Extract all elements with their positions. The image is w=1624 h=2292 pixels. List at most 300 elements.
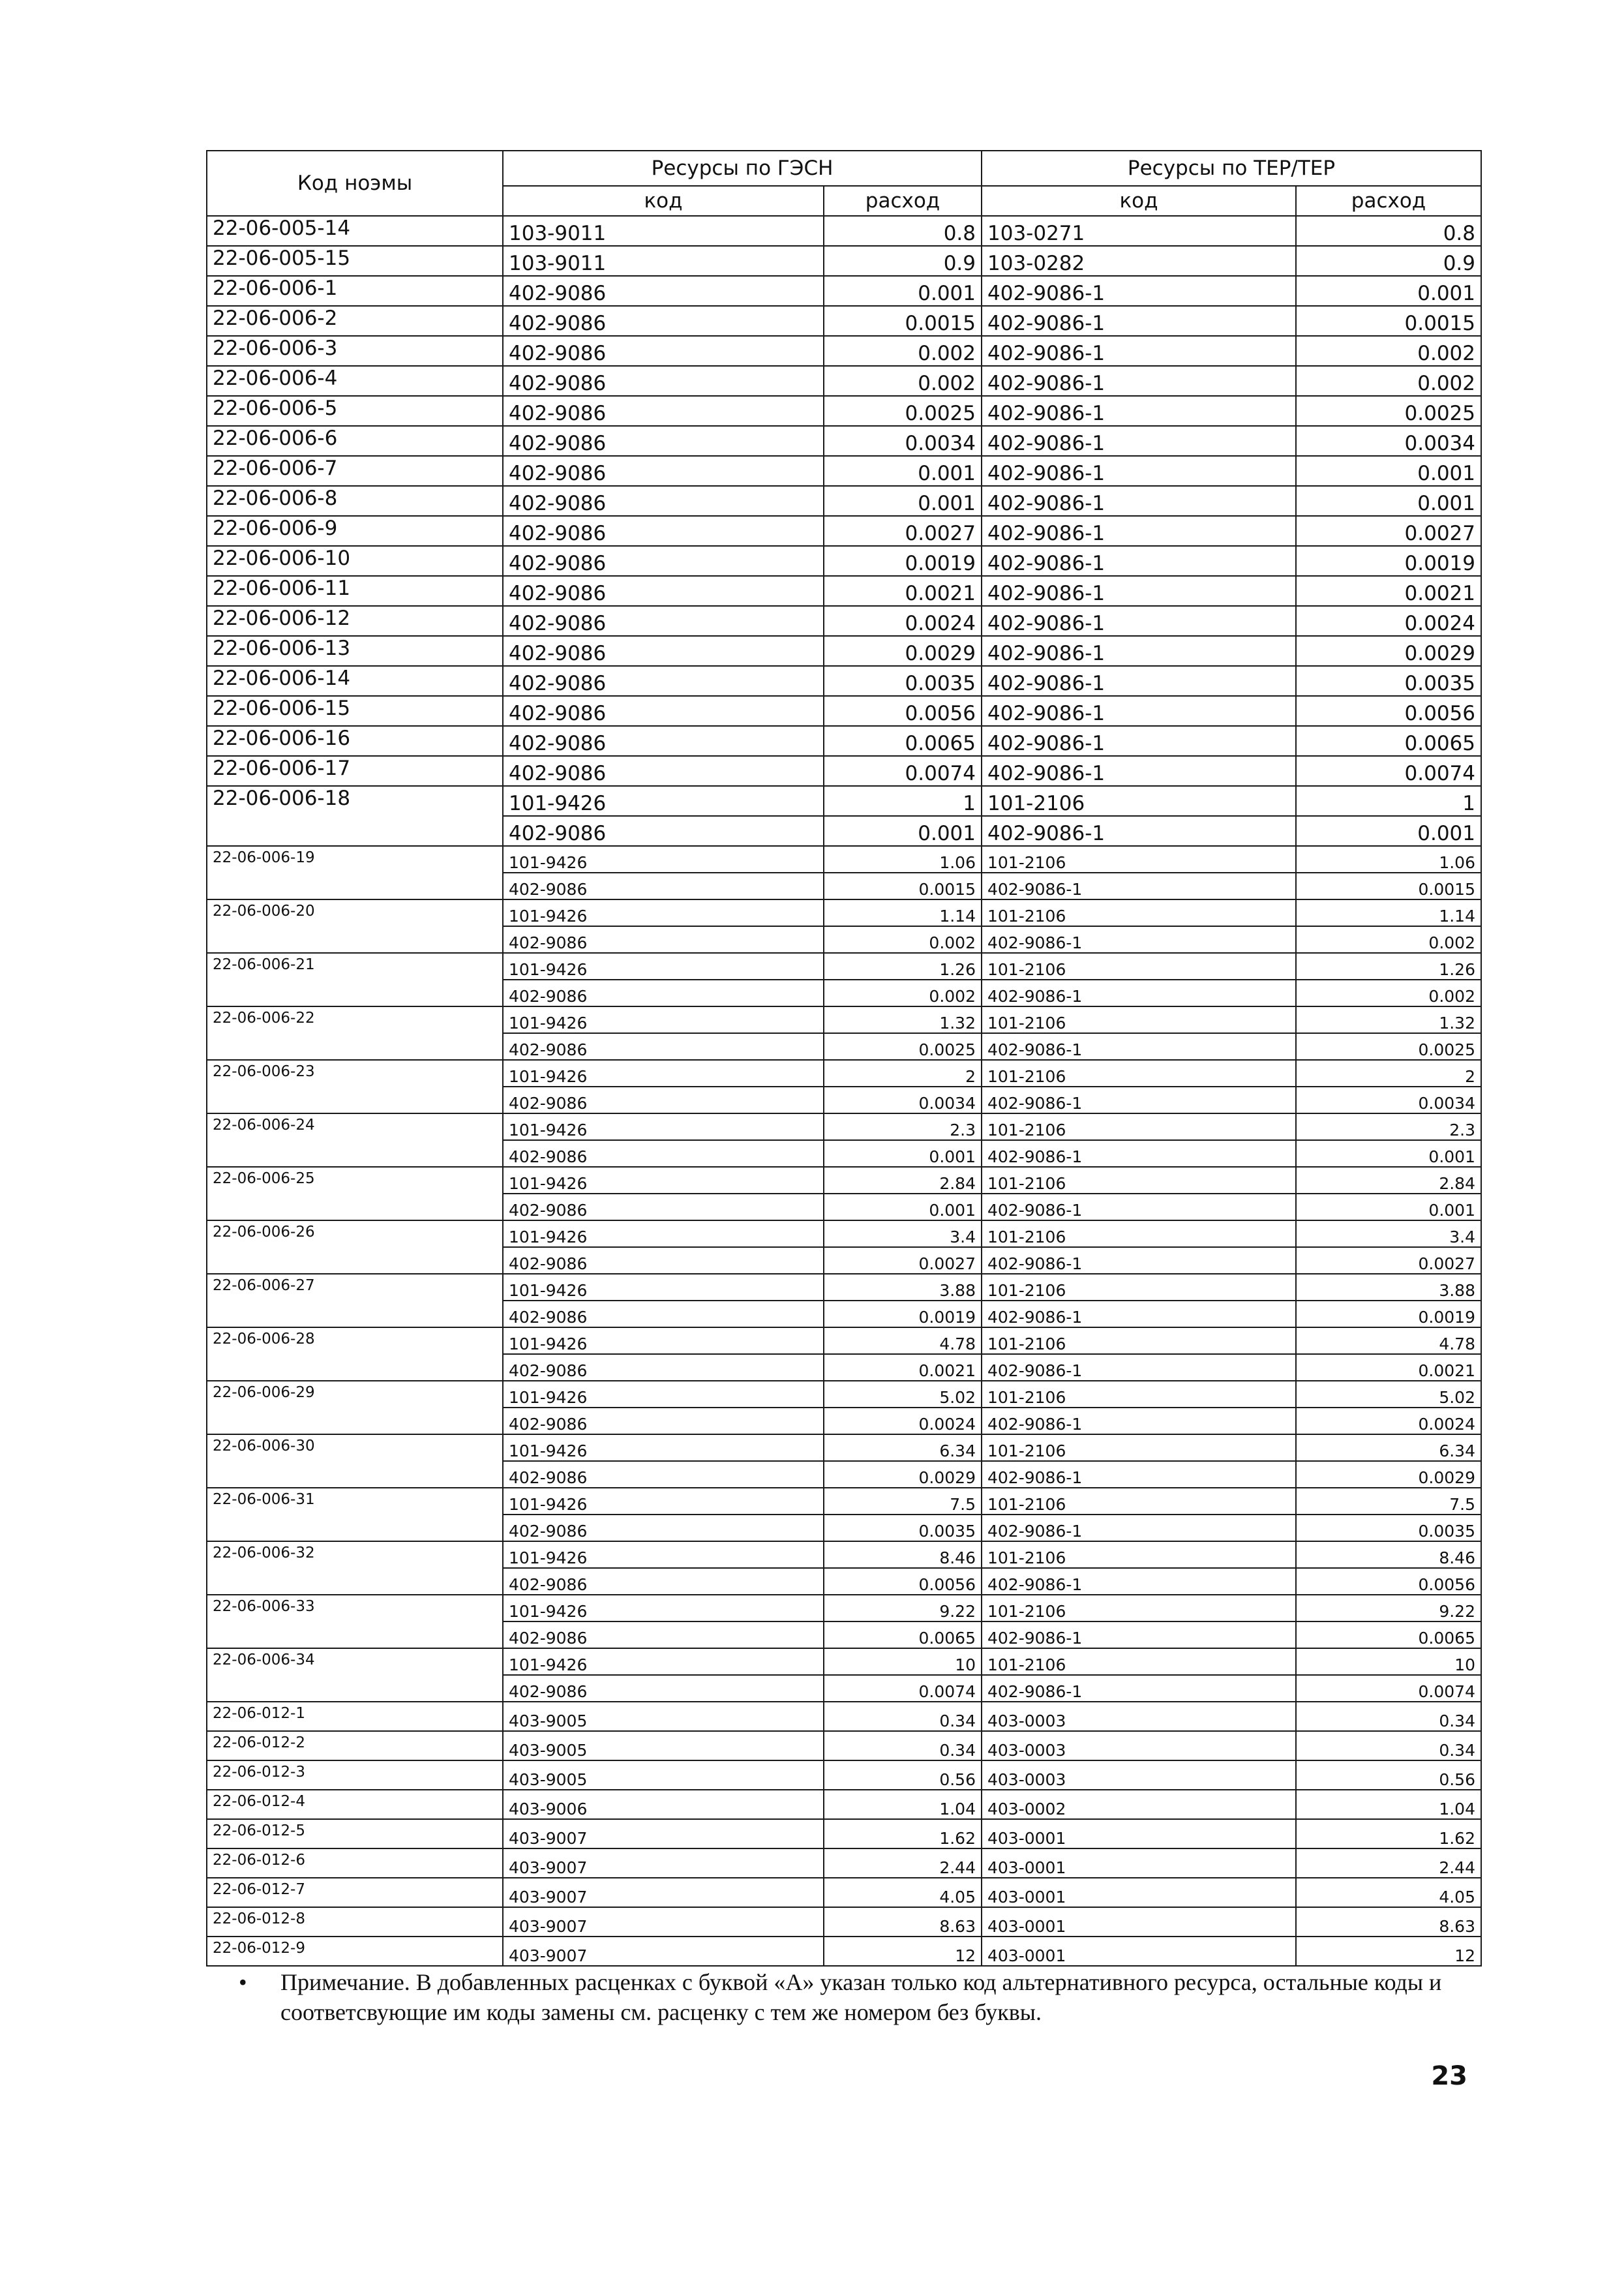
table-row xyxy=(207,1731,1481,1760)
gesn-rate-cell: 2.84 xyxy=(824,1167,982,1194)
ter-rate-cell: 3.88 xyxy=(1296,1274,1481,1301)
gesn-rate-cell: 7.5 xyxy=(824,1488,982,1515)
gesn-code-cell: 101-9426 xyxy=(503,1648,824,1675)
table-row xyxy=(207,636,1481,666)
gesn-code-cell: 403-9006 xyxy=(503,1790,824,1819)
ter-code-cell: 101-2106 xyxy=(982,1113,1296,1140)
ter-code-cell: 101-2106 xyxy=(982,1541,1296,1568)
ter-code-cell: 402-9086-1 xyxy=(982,306,1296,336)
ter-code-cell: 402-9086-1 xyxy=(982,666,1296,696)
gesn-rate-cell: 0.34 xyxy=(824,1731,982,1760)
gesn-code-cell: 402-9086 xyxy=(503,1461,824,1488)
table-row xyxy=(207,1790,1481,1819)
gesn-code-cell: 402-9086 xyxy=(503,1354,824,1381)
ter-rate-cell: 0.002 xyxy=(1296,980,1481,1006)
ter-code-cell: 402-9086-1 xyxy=(982,576,1296,606)
header-ter-rate: расход xyxy=(1296,186,1481,216)
ter-code-cell: 101-2106 xyxy=(982,1595,1296,1621)
table-row xyxy=(207,456,1481,486)
norm-code-cell: 22-06-006-16 xyxy=(207,726,503,756)
ter-rate-cell: 2 xyxy=(1296,1060,1481,1087)
norm-code-cell: 22-06-006-12 xyxy=(207,606,503,636)
gesn-code-cell: 402-9086 xyxy=(503,276,824,306)
gesn-rate-cell: 1.06 xyxy=(824,846,982,873)
ter-code-cell: 402-9086-1 xyxy=(982,726,1296,756)
ter-rate-cell: 0.34 xyxy=(1296,1702,1481,1731)
ter-rate-cell: 0.9 xyxy=(1296,246,1481,276)
gesn-code-cell: 402-9086 xyxy=(503,980,824,1006)
ter-rate-cell: 12 xyxy=(1296,1937,1481,1966)
norm-code-cell: 22-06-006-20 xyxy=(207,899,503,953)
ter-rate-cell: 0.34 xyxy=(1296,1731,1481,1760)
ter-rate-cell: 0.0056 xyxy=(1296,696,1481,726)
gesn-code-cell: 402-9086 xyxy=(503,1675,824,1702)
gesn-code-cell: 403-9005 xyxy=(503,1760,824,1790)
gesn-code-cell: 402-9086 xyxy=(503,926,824,953)
ter-code-cell: 402-9086-1 xyxy=(982,1515,1296,1541)
ter-code-cell: 403-0001 xyxy=(982,1937,1296,1966)
table-row xyxy=(207,726,1481,756)
ter-rate-cell: 0.0024 xyxy=(1296,1408,1481,1434)
norm-code-cell: 22-06-006-11 xyxy=(207,576,503,606)
gesn-rate-cell: 4.05 xyxy=(824,1878,982,1907)
gesn-rate-cell: 6.34 xyxy=(824,1434,982,1461)
gesn-rate-cell: 0.0019 xyxy=(824,546,982,576)
header-ter-code: код xyxy=(982,186,1296,216)
norm-code-cell: 22-06-006-19 xyxy=(207,846,503,899)
norm-code-cell: 22-06-006-27 xyxy=(207,1274,503,1327)
gesn-rate-cell: 3.88 xyxy=(824,1274,982,1301)
gesn-rate-cell: 0.002 xyxy=(824,336,982,366)
norm-code-cell: 22-06-006-15 xyxy=(207,696,503,726)
gesn-rate-cell: 0.0027 xyxy=(824,516,982,546)
norm-code-cell: 22-06-006-24 xyxy=(207,1113,503,1167)
gesn-code-cell: 402-9086 xyxy=(503,456,824,486)
ter-code-cell: 101-2106 xyxy=(982,953,1296,980)
ter-rate-cell: 1.32 xyxy=(1296,1006,1481,1033)
gesn-code-cell: 101-9426 xyxy=(503,786,824,816)
table-row xyxy=(207,1907,1481,1937)
table-row xyxy=(207,606,1481,636)
ter-code-cell: 403-0001 xyxy=(982,1819,1296,1848)
ter-rate-cell: 0.001 xyxy=(1296,816,1481,846)
ter-rate-cell: 9.22 xyxy=(1296,1595,1481,1621)
ter-code-cell: 402-9086-1 xyxy=(982,636,1296,666)
norm-code-cell: 22-06-012-9 xyxy=(207,1937,503,1966)
gesn-rate-cell: 0.0065 xyxy=(824,1621,982,1648)
ter-code-cell: 101-2106 xyxy=(982,1006,1296,1033)
norm-code-cell: 22-06-006-10 xyxy=(207,546,503,576)
gesn-code-cell: 101-9426 xyxy=(503,1434,824,1461)
ter-rate-cell: 1.06 xyxy=(1296,846,1481,873)
ter-code-cell: 101-2106 xyxy=(982,1488,1296,1515)
table-row xyxy=(207,426,1481,456)
ter-code-cell: 402-9086-1 xyxy=(982,486,1296,516)
norm-code-cell: 22-06-006-13 xyxy=(207,636,503,666)
norm-code-cell: 22-06-006-34 xyxy=(207,1648,503,1702)
table-row xyxy=(207,1434,1481,1461)
table-row xyxy=(207,276,1481,306)
gesn-code-cell: 103-9011 xyxy=(503,216,824,246)
gesn-rate-cell: 0.0065 xyxy=(824,726,982,756)
norm-code-cell: 22-06-006-1 xyxy=(207,276,503,306)
gesn-rate-cell: 0.0021 xyxy=(824,576,982,606)
gesn-code-cell: 402-9086 xyxy=(503,336,824,366)
gesn-code-cell: 101-9426 xyxy=(503,953,824,980)
ter-code-cell: 101-2106 xyxy=(982,846,1296,873)
table-row xyxy=(207,756,1481,786)
gesn-code-cell: 402-9086 xyxy=(503,1140,824,1167)
ter-code-cell: 101-2106 xyxy=(982,899,1296,926)
table-row xyxy=(207,1541,1481,1568)
ter-code-cell: 403-0002 xyxy=(982,1790,1296,1819)
norm-code-cell: 22-06-006-2 xyxy=(207,306,503,336)
gesn-code-cell: 101-9426 xyxy=(503,1006,824,1033)
ter-rate-cell: 0.0021 xyxy=(1296,576,1481,606)
ter-rate-cell: 0.0021 xyxy=(1296,1354,1481,1381)
ter-code-cell: 403-0001 xyxy=(982,1878,1296,1907)
gesn-code-cell: 402-9086 xyxy=(503,546,824,576)
norm-code-cell: 22-06-006-30 xyxy=(207,1434,503,1488)
norm-code-cell: 22-06-006-17 xyxy=(207,756,503,786)
gesn-rate-cell: 1.62 xyxy=(824,1819,982,1848)
ter-code-cell: 402-9086-1 xyxy=(982,696,1296,726)
norm-code-cell: 22-06-012-8 xyxy=(207,1907,503,1937)
gesn-code-cell: 403-9007 xyxy=(503,1878,824,1907)
header-gesn-rate: расход xyxy=(824,186,982,216)
table-row xyxy=(207,1274,1481,1301)
gesn-rate-cell: 2.44 xyxy=(824,1848,982,1878)
ter-rate-cell: 6.34 xyxy=(1296,1434,1481,1461)
norm-code-cell: 22-06-006-23 xyxy=(207,1060,503,1113)
ter-rate-cell: 0.001 xyxy=(1296,1194,1481,1220)
gesn-rate-cell: 0.9 xyxy=(824,246,982,276)
gesn-rate-cell: 0.002 xyxy=(824,926,982,953)
header-gesn-resources: Ресурсы по ГЭСН xyxy=(503,151,982,186)
ter-code-cell: 402-9086-1 xyxy=(982,980,1296,1006)
ter-rate-cell: 1.26 xyxy=(1296,953,1481,980)
gesn-rate-cell: 0.8 xyxy=(824,216,982,246)
table-row xyxy=(207,1848,1481,1878)
table-row xyxy=(207,1381,1481,1408)
norm-code-cell: 22-06-006-28 xyxy=(207,1327,503,1381)
table-row xyxy=(207,899,1481,926)
ter-rate-cell: 0.0029 xyxy=(1296,636,1481,666)
header-ter-resources: Ресурсы по ТЕР/ТЕР xyxy=(982,151,1481,186)
ter-rate-cell: 0.8 xyxy=(1296,216,1481,246)
gesn-code-cell: 101-9426 xyxy=(503,1060,824,1087)
gesn-rate-cell: 3.4 xyxy=(824,1220,982,1247)
table-row xyxy=(207,546,1481,576)
norm-code-cell: 22-06-006-8 xyxy=(207,486,503,516)
ter-code-cell: 402-9086-1 xyxy=(982,1354,1296,1381)
gesn-rate-cell: 0.0034 xyxy=(824,426,982,456)
gesn-code-cell: 402-9086 xyxy=(503,726,824,756)
gesn-code-cell: 402-9086 xyxy=(503,1515,824,1541)
ter-rate-cell: 0.001 xyxy=(1296,276,1481,306)
gesn-code-cell: 402-9086 xyxy=(503,366,824,396)
ter-rate-cell: 0.001 xyxy=(1296,456,1481,486)
ter-code-cell: 402-9086-1 xyxy=(982,1247,1296,1274)
norm-code-cell: 22-06-006-4 xyxy=(207,366,503,396)
norm-code-cell: 22-06-006-26 xyxy=(207,1220,503,1274)
gesn-rate-cell: 1.14 xyxy=(824,899,982,926)
ter-code-cell: 103-0282 xyxy=(982,246,1296,276)
norm-code-cell: 22-06-006-7 xyxy=(207,456,503,486)
gesn-rate-cell: 0.0024 xyxy=(824,1408,982,1434)
ter-code-cell: 101-2106 xyxy=(982,1274,1296,1301)
gesn-code-cell: 402-9086 xyxy=(503,1301,824,1327)
ter-rate-cell: 0.001 xyxy=(1296,1140,1481,1167)
ter-code-cell: 402-9086-1 xyxy=(982,1194,1296,1220)
table-row xyxy=(207,1006,1481,1033)
gesn-code-cell: 101-9426 xyxy=(503,1541,824,1568)
gesn-code-cell: 402-9086 xyxy=(503,1194,824,1220)
gesn-rate-cell: 0.0027 xyxy=(824,1247,982,1274)
ter-code-cell: 402-9086-1 xyxy=(982,1140,1296,1167)
table-row xyxy=(207,246,1481,276)
gesn-code-cell: 103-9011 xyxy=(503,246,824,276)
norm-code-cell: 22-06-006-21 xyxy=(207,953,503,1006)
gesn-code-cell: 101-9426 xyxy=(503,1327,824,1354)
ter-code-cell: 402-9086-1 xyxy=(982,1301,1296,1327)
gesn-code-cell: 402-9086 xyxy=(503,696,824,726)
gesn-rate-cell: 0.0015 xyxy=(824,873,982,899)
ter-code-cell: 403-0003 xyxy=(982,1702,1296,1731)
ter-code-cell: 402-9086-1 xyxy=(982,336,1296,366)
gesn-rate-cell: 1.04 xyxy=(824,1790,982,1819)
gesn-rate-cell: 0.0056 xyxy=(824,696,982,726)
gesn-rate-cell: 0.56 xyxy=(824,1760,982,1790)
norm-code-cell: 22-06-005-14 xyxy=(207,216,503,246)
table-row xyxy=(207,396,1481,426)
ter-code-cell: 402-9086-1 xyxy=(982,1408,1296,1434)
gesn-code-cell: 402-9086 xyxy=(503,636,824,666)
table-row xyxy=(207,486,1481,516)
gesn-code-cell: 402-9086 xyxy=(503,426,824,456)
ter-code-cell: 402-9086-1 xyxy=(982,396,1296,426)
ter-rate-cell: 7.5 xyxy=(1296,1488,1481,1515)
gesn-code-cell: 101-9426 xyxy=(503,1113,824,1140)
ter-rate-cell: 0.0019 xyxy=(1296,1301,1481,1327)
ter-code-cell: 403-0001 xyxy=(982,1848,1296,1878)
norm-code-cell: 22-06-012-6 xyxy=(207,1848,503,1878)
ter-rate-cell: 0.0029 xyxy=(1296,1461,1481,1488)
ter-rate-cell: 0.0015 xyxy=(1296,306,1481,336)
gesn-code-cell: 402-9086 xyxy=(503,1087,824,1113)
gesn-code-cell: 402-9086 xyxy=(503,666,824,696)
table-row xyxy=(207,1060,1481,1087)
ter-rate-cell: 0.0025 xyxy=(1296,1033,1481,1060)
norm-code-cell: 22-06-006-29 xyxy=(207,1381,503,1434)
table-row xyxy=(207,846,1481,873)
gesn-rate-cell: 8.63 xyxy=(824,1907,982,1937)
ter-code-cell: 402-9086-1 xyxy=(982,1033,1296,1060)
ter-code-cell: 402-9086-1 xyxy=(982,456,1296,486)
gesn-rate-cell: 0.0034 xyxy=(824,1087,982,1113)
gesn-code-cell: 101-9426 xyxy=(503,1595,824,1621)
header-norm-code: Код ноэмы xyxy=(207,151,503,216)
resource-mapping-table xyxy=(206,150,1482,1967)
gesn-code-cell: 101-9426 xyxy=(503,899,824,926)
ter-rate-cell: 0.0034 xyxy=(1296,426,1481,456)
table-row xyxy=(207,1220,1481,1247)
ter-code-cell: 101-2106 xyxy=(982,1327,1296,1354)
table-row xyxy=(207,216,1481,246)
gesn-code-cell: 403-9007 xyxy=(503,1907,824,1937)
gesn-code-cell: 403-9007 xyxy=(503,1937,824,1966)
gesn-rate-cell: 9.22 xyxy=(824,1595,982,1621)
gesn-rate-cell: 0.001 xyxy=(824,276,982,306)
gesn-code-cell: 403-9007 xyxy=(503,1819,824,1848)
ter-rate-cell: 1.62 xyxy=(1296,1819,1481,1848)
header-gesn-code: код xyxy=(503,186,824,216)
norm-code-cell: 22-06-005-15 xyxy=(207,246,503,276)
gesn-rate-cell: 0.001 xyxy=(824,1140,982,1167)
ter-code-cell: 101-2106 xyxy=(982,1220,1296,1247)
table-row xyxy=(207,1702,1481,1731)
ter-code-cell: 402-9086-1 xyxy=(982,546,1296,576)
ter-code-cell: 101-2106 xyxy=(982,786,1296,816)
table-row xyxy=(207,576,1481,606)
gesn-code-cell: 402-9086 xyxy=(503,576,824,606)
ter-rate-cell: 0.0035 xyxy=(1296,1515,1481,1541)
ter-code-cell: 402-9086-1 xyxy=(982,873,1296,899)
ter-rate-cell: 0.0027 xyxy=(1296,516,1481,546)
norm-code-cell: 22-06-006-6 xyxy=(207,426,503,456)
table-row xyxy=(207,1819,1481,1848)
ter-rate-cell: 1.14 xyxy=(1296,899,1481,926)
ter-rate-cell: 0.0015 xyxy=(1296,873,1481,899)
norm-code-cell: 22-06-006-33 xyxy=(207,1595,503,1648)
gesn-rate-cell: 12 xyxy=(824,1937,982,1966)
gesn-code-cell: 402-9086 xyxy=(503,396,824,426)
gesn-code-cell: 402-9086 xyxy=(503,516,824,546)
gesn-code-cell: 101-9426 xyxy=(503,1274,824,1301)
ter-rate-cell: 0.0065 xyxy=(1296,726,1481,756)
ter-code-cell: 402-9086-1 xyxy=(982,1621,1296,1648)
ter-rate-cell: 2.3 xyxy=(1296,1113,1481,1140)
gesn-code-cell: 402-9086 xyxy=(503,1568,824,1595)
ter-code-cell: 402-9086-1 xyxy=(982,1461,1296,1488)
norm-code-cell: 22-06-012-3 xyxy=(207,1760,503,1790)
norm-code-cell: 22-06-006-22 xyxy=(207,1006,503,1060)
gesn-rate-cell: 0.0074 xyxy=(824,1675,982,1702)
gesn-code-cell: 402-9086 xyxy=(503,1247,824,1274)
gesn-code-cell: 101-9426 xyxy=(503,1488,824,1515)
gesn-rate-cell: 0.0035 xyxy=(824,666,982,696)
table-row xyxy=(207,1595,1481,1621)
gesn-rate-cell: 4.78 xyxy=(824,1327,982,1354)
gesn-code-cell: 402-9086 xyxy=(503,873,824,899)
gesn-rate-cell: 0.0056 xyxy=(824,1568,982,1595)
footnote-text: Примечание. В добавленных расценках с буквой «А» указан только код альтернативного ресурса, остальные коды и соответсвующие им коды замены см. расценку с тем же номером без буквы. xyxy=(280,1969,1442,2025)
gesn-rate-cell: 0.001 xyxy=(824,486,982,516)
norm-code-cell: 22-06-012-5 xyxy=(207,1819,503,1848)
gesn-code-cell: 402-9086 xyxy=(503,306,824,336)
gesn-rate-cell: 0.34 xyxy=(824,1702,982,1731)
ter-code-cell: 402-9086-1 xyxy=(982,426,1296,456)
gesn-rate-cell: 0.0015 xyxy=(824,306,982,336)
ter-rate-cell: 0.0056 xyxy=(1296,1568,1481,1595)
ter-rate-cell: 0.0027 xyxy=(1296,1247,1481,1274)
gesn-rate-cell: 0.001 xyxy=(824,1194,982,1220)
gesn-code-cell: 402-9086 xyxy=(503,1033,824,1060)
gesn-code-cell: 403-9005 xyxy=(503,1702,824,1731)
ter-rate-cell: 0.002 xyxy=(1296,336,1481,366)
table-row xyxy=(207,1878,1481,1907)
gesn-rate-cell: 1.26 xyxy=(824,953,982,980)
gesn-code-cell: 101-9426 xyxy=(503,846,824,873)
ter-rate-cell: 0.0034 xyxy=(1296,1087,1481,1113)
table-row xyxy=(207,306,1481,336)
gesn-rate-cell: 0.0035 xyxy=(824,1515,982,1541)
gesn-code-cell: 403-9005 xyxy=(503,1731,824,1760)
gesn-rate-cell: 5.02 xyxy=(824,1381,982,1408)
gesn-rate-cell: 0.0074 xyxy=(824,756,982,786)
gesn-rate-cell: 0.0029 xyxy=(824,1461,982,1488)
norm-code-cell: 22-06-012-1 xyxy=(207,1702,503,1731)
ter-code-cell: 101-2106 xyxy=(982,1060,1296,1087)
ter-code-cell: 402-9086-1 xyxy=(982,1568,1296,1595)
gesn-code-cell: 402-9086 xyxy=(503,486,824,516)
table-row xyxy=(207,1167,1481,1194)
gesn-code-cell: 101-9426 xyxy=(503,1167,824,1194)
gesn-code-cell: 402-9086 xyxy=(503,1621,824,1648)
footnote xyxy=(239,1967,1474,2027)
gesn-code-cell: 402-9086 xyxy=(503,606,824,636)
ter-rate-cell: 1 xyxy=(1296,786,1481,816)
ter-rate-cell: 0.0074 xyxy=(1296,756,1481,786)
gesn-rate-cell: 0.0019 xyxy=(824,1301,982,1327)
norm-code-cell: 22-06-006-25 xyxy=(207,1167,503,1220)
table-row xyxy=(207,1327,1481,1354)
table-row xyxy=(207,786,1481,816)
ter-code-cell: 402-9086-1 xyxy=(982,276,1296,306)
ter-rate-cell: 0.002 xyxy=(1296,926,1481,953)
gesn-code-cell: 101-9426 xyxy=(503,1381,824,1408)
ter-code-cell: 402-9086-1 xyxy=(982,1675,1296,1702)
norm-code-cell: 22-06-012-4 xyxy=(207,1790,503,1819)
norm-code-cell: 22-06-012-2 xyxy=(207,1731,503,1760)
norm-code-cell: 22-06-006-14 xyxy=(207,666,503,696)
table-row xyxy=(207,953,1481,980)
table-body xyxy=(207,216,1481,1966)
gesn-rate-cell: 0.0025 xyxy=(824,1033,982,1060)
gesn-rate-cell: 0.0021 xyxy=(824,1354,982,1381)
ter-rate-cell: 0.0035 xyxy=(1296,666,1481,696)
ter-code-cell: 101-2106 xyxy=(982,1434,1296,1461)
ter-code-cell: 101-2106 xyxy=(982,1167,1296,1194)
gesn-rate-cell: 0.0024 xyxy=(824,606,982,636)
ter-code-cell: 403-0003 xyxy=(982,1760,1296,1790)
ter-code-cell: 402-9086-1 xyxy=(982,926,1296,953)
ter-rate-cell: 5.02 xyxy=(1296,1381,1481,1408)
table-row xyxy=(207,696,1481,726)
gesn-code-cell: 402-9086 xyxy=(503,1408,824,1434)
ter-code-cell: 402-9086-1 xyxy=(982,366,1296,396)
table-row xyxy=(207,366,1481,396)
gesn-code-cell: 402-9086 xyxy=(503,816,824,846)
gesn-rate-cell: 10 xyxy=(824,1648,982,1675)
table-row xyxy=(207,1488,1481,1515)
bullet-icon: • xyxy=(239,1969,247,1995)
table-row xyxy=(207,666,1481,696)
ter-rate-cell: 0.0065 xyxy=(1296,1621,1481,1648)
gesn-rate-cell: 0.0025 xyxy=(824,396,982,426)
ter-code-cell: 103-0271 xyxy=(982,216,1296,246)
gesn-rate-cell: 0.0029 xyxy=(824,636,982,666)
